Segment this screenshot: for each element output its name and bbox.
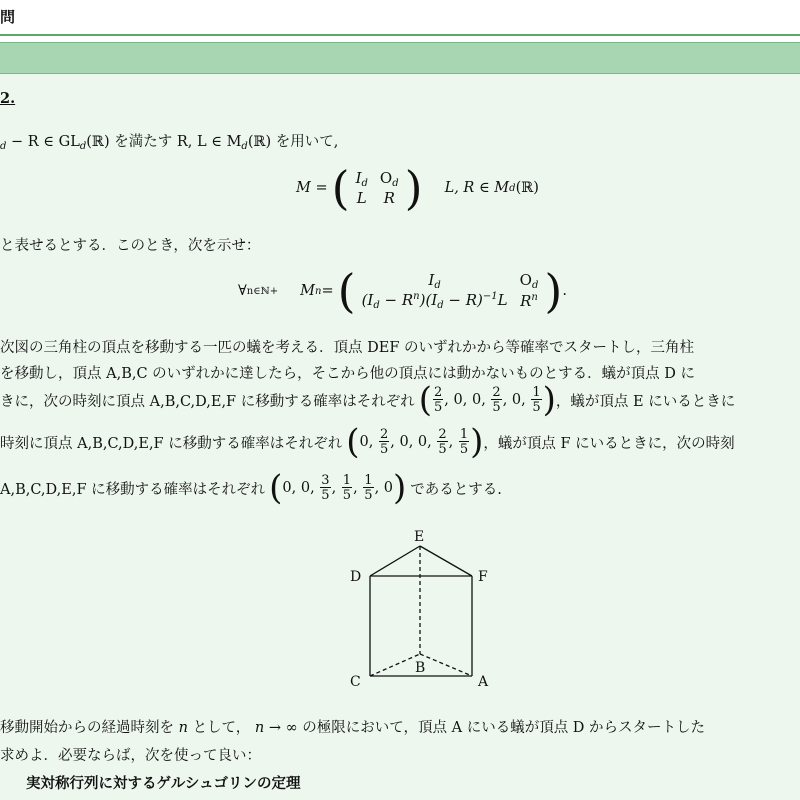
para-line-5: A,B,C,D,E,F に移動する確率はそれぞれ ( 0, 0, $\frac{3}{5}$ , $\frac{1}{5}$ , $\frac{1}{5}$ , 0 ) であるとする. xyxy=(0,468,502,508)
vector-entry: 0 xyxy=(511,392,522,408)
vector-entry: $\frac{3}{5}$ xyxy=(321,473,330,503)
power-matrix: $I_d$ $O_d$ $(I_d - R^n)(I_d - R)^{-1}L$ $R^n$ xyxy=(361,271,539,311)
edge-DE xyxy=(370,546,420,576)
problem-banner xyxy=(0,42,800,74)
probability-vector-e: 0, $\frac{2}{5}$ , 0, 0, $\frac{2}{5}$ , $\frac{1}{5}$ xyxy=(359,427,469,457)
a21-part3: )(I xyxy=(419,291,438,309)
vertex-label-E: E xyxy=(414,529,425,545)
para-line-4: 時刻に頂点 A,B,C,D,E,F に移動する確率はそれぞれ ( 0, $\frac{2}{5}$ , 0, 0, $\frac{2}{5}$ , $\frac{1}{5}$ ) ，蟻が頂点 F にいるときに，次の時刻 xyxy=(0,422,735,462)
para-line-4-pre: 時刻に頂点 A,B,C,D,E,F に移動する確率はそれぞれ xyxy=(0,435,343,452)
vertex-label-D: D xyxy=(350,569,362,585)
para-line-5-pre: A,B,C,D,E,F に移動する確率はそれぞれ xyxy=(0,481,266,498)
vector-entry: 0 xyxy=(383,480,394,496)
vector-entry: 0 xyxy=(282,480,292,496)
theorem-title: 実対称行列に対するゲルシュゴリンの定理 xyxy=(26,776,301,792)
question-line-1-b: として， xyxy=(192,720,251,736)
vector-entry: 0 xyxy=(471,392,482,408)
vertex-label-C: C xyxy=(350,674,361,690)
vertex-label-A: A xyxy=(478,674,489,690)
m21: L xyxy=(356,189,367,207)
vector-entry: $\frac{1}{5}$ xyxy=(342,473,352,503)
forall-subscript: n∈ℕ+ xyxy=(246,285,279,297)
vector-entry: $\frac{2}{5}$ xyxy=(492,385,501,415)
a21-part4: − R) xyxy=(443,291,483,309)
statement-line: と表せるとする．このとき，次を示せ： xyxy=(0,238,261,254)
a21-part2: − R xyxy=(379,291,414,309)
vector-entry: 0 xyxy=(453,392,463,408)
line1-part1: − R ∈ GL xyxy=(6,134,80,150)
edge-BA-hidden xyxy=(420,654,472,676)
a22: R xyxy=(520,292,532,310)
edge-CB-hidden xyxy=(370,654,420,676)
m22: R xyxy=(383,189,395,207)
para-line-4-post: ，蟻が頂点 F にいるときに，次の時刻 xyxy=(483,435,735,452)
question-var-n1: n xyxy=(178,720,188,736)
a21-part1: (I xyxy=(361,291,374,309)
eq1-lhs: M = xyxy=(296,180,328,196)
problem-panel xyxy=(0,74,800,800)
matrix-definition: M = ( $I_d$ $O_d$ L R ) L, R ∈ M d (ℝ) xyxy=(296,161,539,215)
para-line-1: 次図の三角柱の頂点を移動する一匹の蟻を考える．頂点 DEF のいずれかから等確率でスタートし，三角柱 xyxy=(0,340,694,356)
line1-part2: (ℝ) を満たす R, L ∈ M xyxy=(86,134,242,150)
line1-sub-d: d xyxy=(0,141,7,152)
vector-entry: 0 xyxy=(399,434,409,450)
vector-entry: 0 xyxy=(359,434,369,450)
eq1-rhs-tail: (ℝ) xyxy=(515,180,539,196)
question-line-1-c: → ∞ の極限において，頂点 A にいる蟻が頂点 D からスタートした xyxy=(268,720,706,736)
heading-rule xyxy=(0,34,800,36)
para-line-3: きに，次の時刻に頂点 A,B,C,D,E,F に移動する確率はそれぞれ ( $\frac{2}{5}$ , 0, 0, $\frac{2}{5}$ , 0, $\frac{1}{5}$ ) ，蟻が頂点 E にいるときに xyxy=(0,380,736,420)
question-var-n2: n xyxy=(254,720,265,736)
problem-number xyxy=(0,90,15,107)
eq2-equals: = xyxy=(321,283,334,299)
vertex-label-B: B xyxy=(415,660,426,676)
question-line-1-a: 移動開始からの経過時刻を xyxy=(0,720,174,736)
m12: O xyxy=(379,169,393,187)
para-line-3-post: ，蟻が頂点 E にいるときに xyxy=(555,393,736,410)
vector-entry: $\frac{1}{5}$ xyxy=(459,427,469,457)
triangular-prism-figure xyxy=(340,526,500,696)
para-line-2: を移動し，頂点 A,B,C のいずれかに達したら，そこから他の頂点には動かないものとする．蟻が頂点 D に xyxy=(0,366,695,382)
vector-entry: 0 xyxy=(300,480,311,496)
para-line-3-pre: きに，次の時刻に頂点 A,B,C,D,E,F に移動する確率はそれぞれ xyxy=(0,393,415,410)
vector-entry: $\frac{2}{5}$ xyxy=(438,427,447,457)
vector-entry: $\frac{2}{5}$ xyxy=(434,385,443,415)
block-matrix-M: $I_d$ $O_d$ L R xyxy=(350,169,405,207)
eq2-lhs-sup: n xyxy=(315,285,322,297)
a11: I xyxy=(428,271,435,289)
problem-number-label: 2. xyxy=(0,90,16,107)
eq2-lhs: M xyxy=(300,283,315,299)
forall-symbol: ∀ xyxy=(238,283,247,299)
section-heading: 問 xyxy=(0,8,16,26)
question-line-2: 求めよ．必要ならば，次を使って良い： xyxy=(0,748,261,764)
condition-line: $_d$ − R ∈ $GL_d(ℝ)$ を満たす R, L ∈ $M_d(ℝ)$ を用いて, xyxy=(0,134,339,152)
line1-part3: (ℝ) を用いて, xyxy=(247,134,339,150)
vector-entry: 0 xyxy=(417,434,428,450)
vector-entry: $\frac{2}{5}$ xyxy=(379,427,389,457)
vertex-label-F: F xyxy=(478,569,488,585)
a21-part5: L xyxy=(497,291,508,309)
a12: O xyxy=(519,271,532,289)
question-line-1 xyxy=(0,716,705,737)
m11: I xyxy=(355,169,362,187)
probability-vector-f: 0, 0, $\frac{3}{5}$ , $\frac{1}{5}$ , $\frac{1}{5}$ , 0 xyxy=(282,473,394,503)
eq1-rhs: L, R ∈ M xyxy=(444,180,510,196)
vector-entry: $\frac{1}{5}$ xyxy=(364,473,373,503)
power-formula: ∀ n∈ℕ+ M n = ( $I_d$ $O_d$ $(I_d - R^n)(I_d - R)^{-1}L$ $R^n$ ) . xyxy=(238,264,567,318)
edge-EF xyxy=(420,546,472,576)
vector-entry: $\frac{1}{5}$ xyxy=(532,385,541,415)
para-line-5-post: であるとする. xyxy=(410,481,502,498)
probability-vector-d: $\frac{2}{5}$ , 0, 0, $\frac{2}{5}$ , 0, $\frac{1}{5}$ xyxy=(434,385,541,415)
